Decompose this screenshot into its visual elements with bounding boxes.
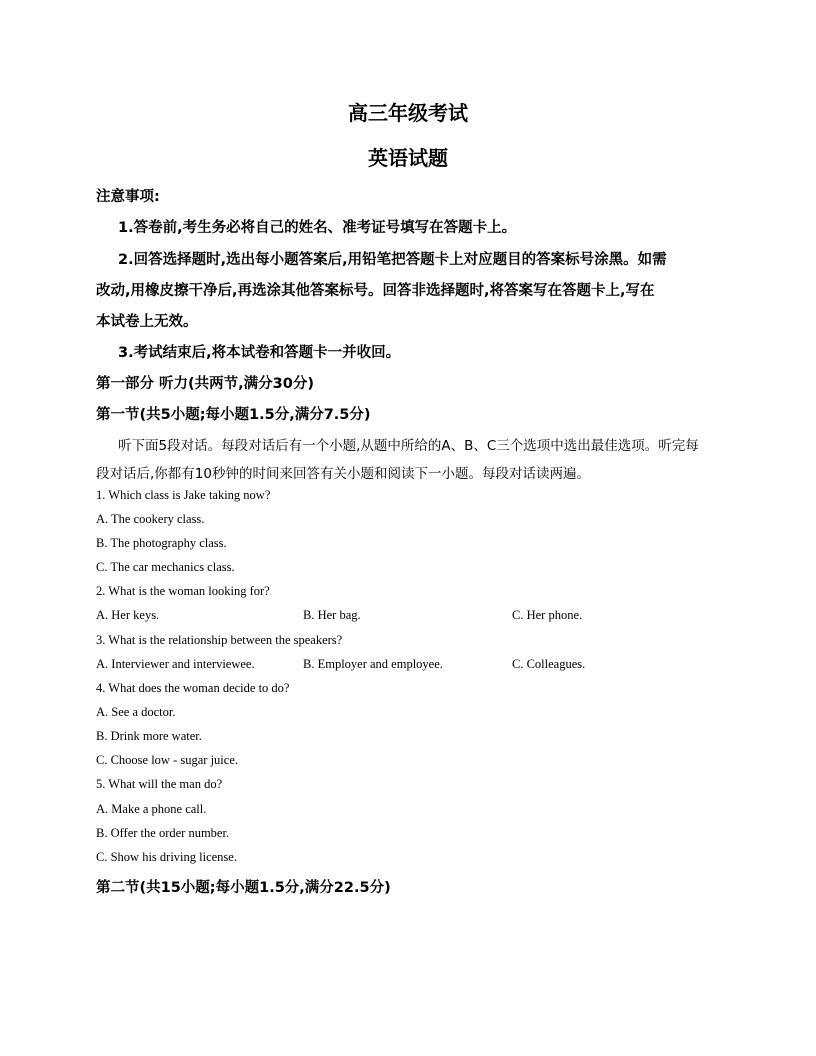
question-1: 1. Which class is Jake taking now? (96, 488, 271, 502)
q3-option-a: A. Interviewer and interviewee. (96, 657, 255, 671)
exam-title: 高三年级考试 (348, 101, 468, 125)
q4-option-b: B. Drink more water. (96, 729, 202, 743)
part1-heading: 第一部分 听力(共两节,满分30分) (96, 376, 314, 392)
q1-option-a: A. The cookery class. (96, 512, 205, 526)
instructions-line-2: 段对话后,你都有10秒钟的时间来回答有关小题和阅读下一小题。每段对话读两遍。 (96, 466, 590, 482)
q5-option-c: C. Show his driving license. (96, 850, 237, 864)
question-2: 2. What is the woman looking for? (96, 584, 270, 598)
q1-option-b: B. The photography class. (96, 536, 227, 550)
notice-item-2-line-1: 2.回答选择题时,选出每小题答案后,用铅笔把答题卡上对应题目的答案标号涂黑。如需 (118, 252, 667, 268)
q3-option-c: C. Colleagues. (512, 657, 586, 671)
q5-option-b: B. Offer the order number. (96, 826, 230, 840)
q3-option-b: B. Employer and employee. (303, 657, 443, 671)
q2-option-a: A. Her keys. (96, 608, 160, 622)
section2-heading: 第二节(共15小题;每小题1.5分,满分22.5分) (96, 880, 391, 896)
q4-option-a: A. See a doctor. (96, 705, 176, 719)
q2-option-b: B. Her bag. (303, 608, 361, 622)
notice-item-3: 3.考试结束后,将本试卷和答题卡一并收回。 (118, 345, 401, 361)
notice-item-2-line-2: 改动,用橡皮擦干净后,再选涂其他答案标号。回答非选择题时,将答案写在答题卡上,写在 (96, 283, 655, 299)
notice-item-1: 1.答卷前,考生务必将自己的姓名、准考证号填写在答题卡上。 (118, 220, 517, 236)
exam-subtitle: 英语试题 (368, 146, 448, 170)
notice-heading: 注意事项: (96, 189, 160, 205)
question-3: 3. What is the relationship between the speakers? (96, 633, 343, 647)
q4-option-c: C. Choose low - sugar juice. (96, 753, 238, 767)
instructions-line-1: 听下面5段对话。每段对话后有一个小题,从题中所给的A、B、C三个选项中选出最佳选项。听完每 (118, 438, 699, 454)
q5-option-a: A. Make a phone call. (96, 802, 207, 816)
notice-item-2-line-3: 本试卷上无效。 (96, 314, 198, 330)
section1-heading: 第一节(共5小题;每小题1.5分,满分7.5分) (96, 407, 371, 423)
question-5: 5. What will the man do? (96, 777, 223, 791)
question-4: 4. What does the woman decide to do? (96, 681, 290, 695)
q1-option-c: C. The car mechanics class. (96, 560, 235, 574)
q2-option-c: C. Her phone. (512, 608, 583, 622)
